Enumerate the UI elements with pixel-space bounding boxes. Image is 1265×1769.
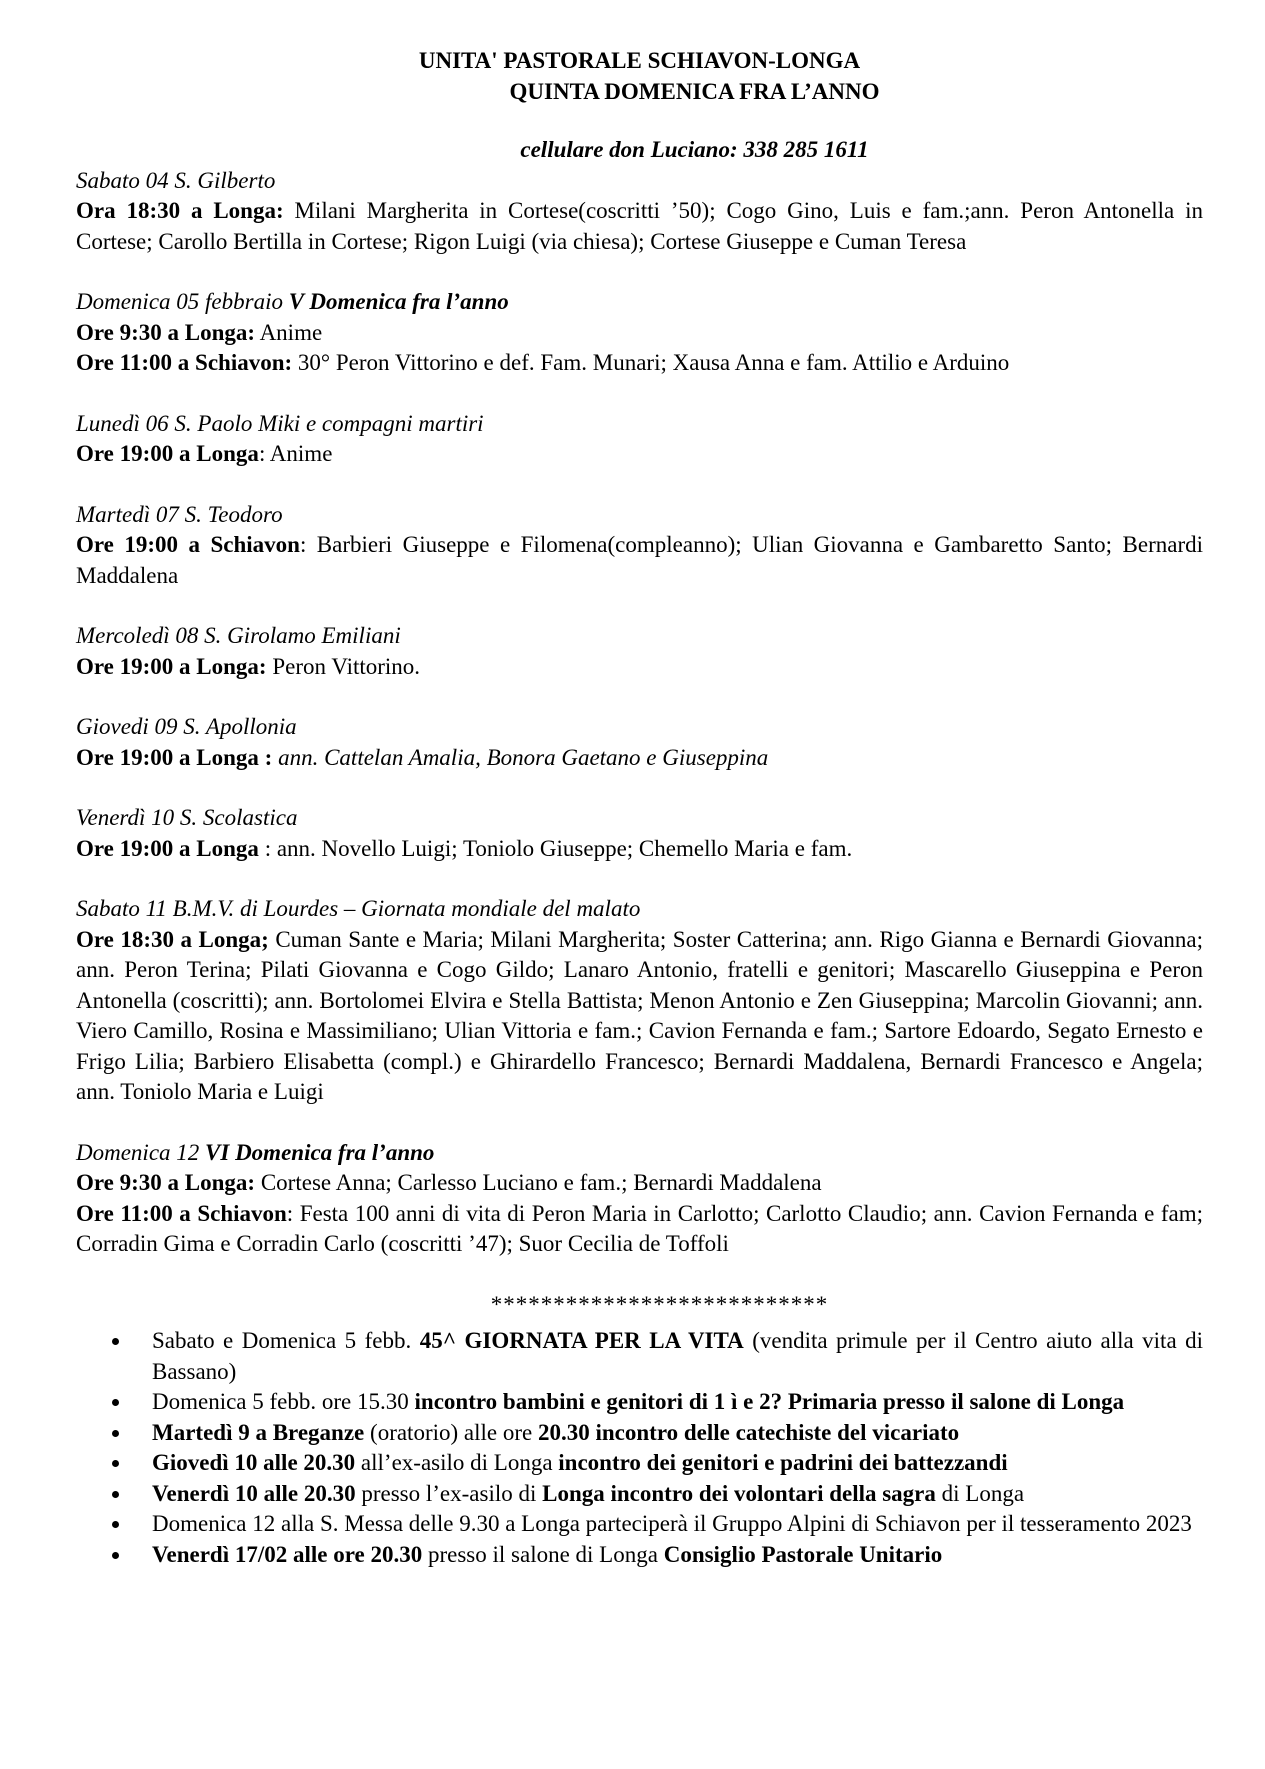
notice-text-bold: 20.30 incontro delle catechiste del vicariato	[537, 1419, 960, 1445]
mass-time-place: Ore 19:00 a Longa	[76, 835, 259, 861]
mass-entry	[76, 743, 1203, 774]
day-heading	[76, 894, 1203, 925]
mass-time-place: Ore 19:00 a Longa :	[76, 744, 273, 770]
notice-text: (vendita primule per il Centro aiuto alla vita di Bassano)	[152, 1328, 1203, 1384]
mass-intentions: 30° Peron Vittorino e def. Fam. Munari; Xausa Anna e fam. Attilio e Arduino	[292, 350, 1010, 375]
mass-entry	[76, 925, 1203, 1108]
day-heading	[76, 166, 1203, 197]
mass-time-place: Ore 19:00 a Longa	[76, 441, 259, 466]
notice-text: presso il salone di Longa	[422, 1541, 664, 1567]
mass-entry	[76, 1168, 1203, 1199]
notice-item	[152, 1448, 1203, 1479]
notices-list	[76, 1326, 1203, 1570]
day-block	[76, 621, 1203, 682]
mass-intentions: Peron Vittorino.	[266, 653, 421, 679]
notice-text-bold: Longa incontro dei volontari della sagra	[542, 1480, 936, 1506]
day-heading	[76, 621, 1203, 652]
section-separator: ***************************	[490, 1291, 829, 1317]
mass-intentions: : Anime	[258, 441, 333, 466]
notice-text-bold: Martedì 9 a Breganze	[152, 1419, 365, 1445]
notice-text: presso l’ex-asilo di	[355, 1480, 543, 1506]
mass-intentions: Milani Margherita in Cortese(coscritti ’50); Cogo Gino, Luis e fam.;ann. Peron Antonella in Cortese; Carollo Bertilla in Cortese; Rigon Luigi (via chiesa); Cortese Giuseppe e Cuman Teresa	[76, 198, 1203, 254]
mass-time-place: Ore 9:30 a Longa:	[76, 1170, 256, 1195]
mass-time-place: Ore 9:30 a Longa:	[76, 319, 256, 345]
notice-item	[152, 1509, 1203, 1540]
mass-intentions: Cortese Anna; Carlesso Luciano e fam.; Bernardi Maddalena	[255, 1170, 822, 1195]
day-heading-date: Sabato 11 B.M.V. di Lourdes – Giornata mondiale del malato	[76, 896, 641, 921]
parish-unit-title: UNITA' PASTORALE SCHIAVON-LONGA	[418, 48, 861, 73]
day-heading-date: Giovedi 09 S. Apollonia	[76, 714, 297, 739]
notice-item	[152, 1326, 1203, 1387]
day-block	[76, 409, 1203, 470]
notice-text-bold: incontro dei genitori e padrini dei battezzandi	[558, 1450, 1008, 1475]
notice-text: Domenica 5 febb. ore 15.30	[152, 1389, 415, 1414]
notice-text: Sabato e Domenica 5 febb.	[152, 1328, 420, 1353]
mass-intentions: : Barbieri Giuseppe e Filomena(compleanno); Ulian Giovanna e Gambaretto Santo; Bernardi Maddalena	[76, 532, 1203, 588]
notice-item	[152, 1387, 1203, 1418]
mass-entry	[76, 348, 1203, 379]
day-block	[76, 803, 1203, 864]
day-block	[76, 500, 1203, 592]
mass-intentions: Anime	[255, 319, 323, 345]
mass-entry	[76, 834, 1203, 865]
notice-text: (oratorio) alle ore	[364, 1419, 538, 1445]
day-block	[76, 287, 1203, 379]
day-heading	[76, 1138, 1203, 1169]
mass-intentions: : Festa 100 anni di vita di Peron Maria in Carlotto; Carlotto Claudio; ann. Cavion Fernanda e fam; Corradin Gima e Corradin Carlo (coscritti ’47); Suor Cecilia de Toffoli	[76, 1200, 1203, 1256]
priest-phone: cellulare don Luciano: 338 285 1611	[520, 137, 869, 162]
day-heading	[76, 712, 1203, 743]
day-heading-date: Mercoledì 08 S. Girolamo Emiliani	[76, 623, 401, 648]
day-heading-date: Martedì 07 S. Teodoro	[76, 501, 283, 527]
mass-time-place: Ore 11:00 a Schiavon:	[76, 350, 293, 375]
notice-text: all’ex-asilo di Longa	[355, 1450, 559, 1475]
mass-entry	[76, 318, 1203, 349]
notice-text: Domenica 12 alla S. Messa delle 9.30 a Longa parteciperà il Gruppo Alpini di Schiavon per il tesseramento 2023	[152, 1511, 1192, 1536]
notice-text: di Longa	[935, 1480, 1025, 1506]
mass-time-place: Ora 18:30 a Longa:	[76, 198, 284, 223]
day-heading-date: Domenica 12	[76, 1139, 206, 1165]
day-block	[76, 712, 1203, 773]
notice-text-bold: 45^ GIORNATA PER LA VITA	[419, 1328, 744, 1353]
day-heading-date: Lunedì 06 S. Paolo Miki e compagni martiri	[76, 410, 484, 436]
sunday-title: QUINTA DOMENICA FRA L’ANNO	[509, 78, 880, 104]
mass-time-place: Ore 19:00 a Longa:	[76, 653, 267, 679]
mass-intentions: : ann. Novello Luigi; Toniolo Giuseppe; Chemello Maria e fam.	[258, 835, 853, 861]
day-block	[76, 1138, 1203, 1260]
mass-intentions-italic: ann. Cattelan Amalia, Bonora Gaetano e Giuseppina	[272, 744, 769, 770]
mass-entry	[76, 196, 1203, 257]
notice-item	[152, 1418, 1203, 1449]
mass-time-place: Ore 11:00 a Schiavon	[76, 1200, 287, 1226]
day-heading-date: Sabato 04 S. Gilberto	[76, 167, 276, 193]
day-block	[76, 894, 1203, 1108]
notice-text-bold: Consiglio Pastorale Unitario	[663, 1541, 943, 1567]
mass-entry	[76, 530, 1203, 591]
day-heading	[76, 803, 1203, 834]
notice-text-bold: Venerdì 17/02 alle ore 20.30	[152, 1541, 423, 1567]
day-heading	[76, 500, 1203, 531]
mass-time-place: Ore 19:00 a Schiavon	[76, 532, 300, 557]
day-heading	[76, 287, 1203, 318]
day-block	[76, 166, 1203, 258]
notice-item	[152, 1540, 1203, 1571]
notice-text-bold: Venerdì 10 alle 20.30	[152, 1480, 356, 1506]
mass-schedule	[76, 166, 1203, 1260]
notice-item	[152, 1479, 1203, 1510]
day-heading-date: Domenica 05 febbraio	[76, 289, 289, 314]
day-heading-feast: V Domenica fra l’anno	[288, 289, 509, 314]
day-heading-date: Venerdì 10 S. Scolastica	[76, 805, 298, 830]
mass-intentions: Cuman Sante e Maria; Milani Margherita; Soster Catterina; ann. Rigo Gianna e Bernardi Giovanna; ann. Peron Terina; Pilati Giovanna e Cogo Gildo; Lanaro Antonio, fratelli e genitori; Mascarello Giuseppina e Peron Antonella (coscritti); ann. Bortolomei Elvira e Stella Battista; Menon Antonio e Zen Giuseppina; Marcolin Giovanni; ann. Viero Camillo, Rosina e Massimiliano; Ulian Vittoria e fam.; Cavion Fernanda e fam.; Sartore Edoardo, Segato Ernesto e Frigo Lilia; Barbiero Elisabetta (compl.) e Ghirardello Francesco; Bernardi Maddalena, Bernardi Francesco e Angela; ann. Toniolo Maria e Luigi	[76, 926, 1204, 1104]
notice-text-bold: Giovedì 10 alle 20.30	[152, 1450, 356, 1475]
mass-entry	[76, 1199, 1203, 1260]
day-heading-feast: VI Domenica fra l’anno	[205, 1139, 435, 1165]
mass-time-place: Ore 18:30 a Longa;	[76, 926, 269, 952]
mass-entry	[76, 652, 1203, 683]
mass-entry	[76, 439, 1203, 470]
notice-text-bold: incontro bambini e genitori di 1 ì e 2? Primaria presso il salone di Longa	[414, 1389, 1125, 1414]
day-heading	[76, 409, 1203, 440]
